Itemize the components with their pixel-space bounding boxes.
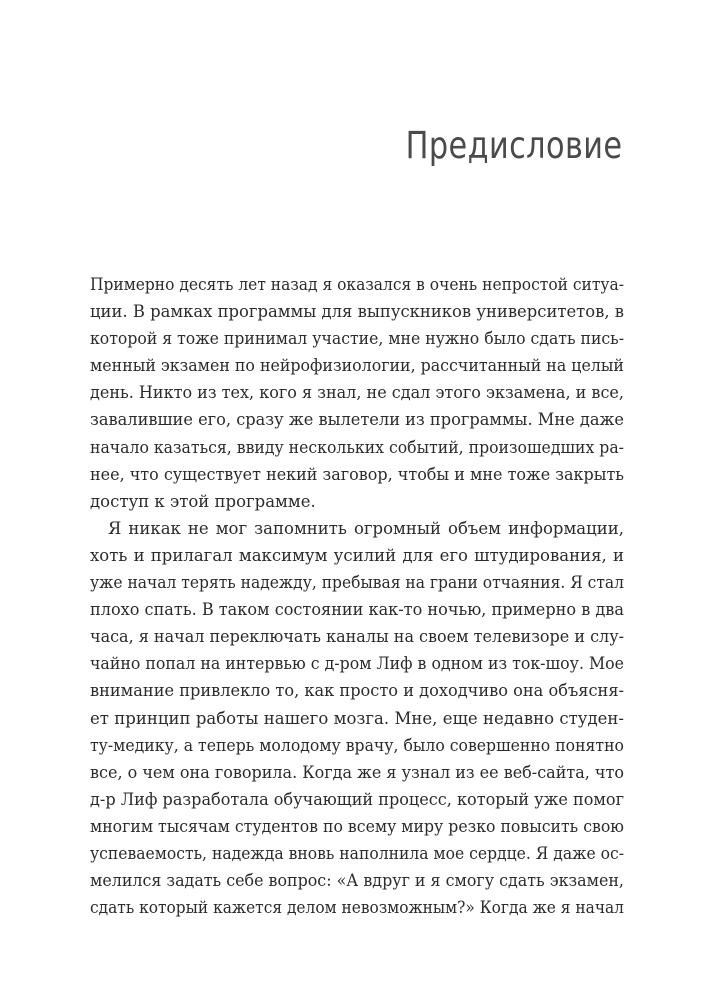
text-line: Я никак не мог запомнить огромный объем информации,: [108, 518, 624, 538]
text-line: хоть и прилагал максимум усилий для его штудирования, и: [90, 545, 624, 565]
text-line: начало казаться, ввиду нескольких событий, произошедших ра-: [90, 437, 624, 457]
text-line: уже начал терять надежду, пребывая на грани отчаяния. Я стал: [90, 573, 624, 593]
text-line: Примерно десять лет назад я оказался в очень непростой ситуа-: [90, 275, 624, 294]
text-line: д-р Лиф разработала обучающий процесс, который уже помог: [90, 789, 625, 809]
text-line: ет принцип работы нашего мозга. Мне, еще недавно студен-: [90, 708, 624, 728]
chapter-body: [90, 271, 624, 921]
text-line: день. Никто из тех, кого я знал, не сдал этого экзамена, и все,: [90, 383, 625, 403]
text-line: ции. В рамках программы для выпускников университетов, в: [90, 302, 624, 322]
text-line: мелился задать себе вопрос: «А вдруг и я смогу сдать экзамен,: [90, 871, 624, 891]
text-line: сдать который кажется делом невозможным?» Когда же я начал: [90, 898, 624, 918]
text-line: которой я тоже принимал участие, мне нужно было сдать пись-: [90, 329, 625, 349]
text-line: внимание привлекло то, как просто и доходчиво она объясня-: [90, 681, 624, 701]
text-line: плохо спать. В таком состоянии как-то ночью, примерно в два: [90, 600, 624, 620]
text-line: завалившие его, сразу же вылетели из программы. Мне даже: [90, 410, 624, 430]
text-line: часа, я начал переключать каналы на своем телевизоре и слу-: [90, 627, 625, 647]
text-line: нее, что существует некий заговор, чтобы и мне тоже закрыть: [90, 464, 625, 484]
text-line: успеваемость, надежда вновь наполнила мое сердце. Я даже ос-: [90, 843, 625, 863]
text-line: многим тысячам студентов по всему миру резко повысить свою: [90, 816, 624, 836]
text-line: менный экзамен по нейрофизиологии, рассчитанный на целый: [90, 356, 624, 376]
text-line: все, о чем она говорила. Когда же я узнал из ее веб-сайта, что: [90, 762, 625, 782]
text-line: ту-медику, а теперь молодому врачу, было совершенно понятно: [90, 735, 624, 755]
text-line: чайно попал на интервью с д-ром Лиф в одном из ток-шоу. Мое: [90, 654, 624, 674]
paragraph-1: [90, 271, 624, 515]
chapter-title: Предисловие: [405, 124, 622, 167]
text-line: доступ к этой программе.: [90, 491, 316, 511]
paragraph-2: [90, 515, 624, 921]
